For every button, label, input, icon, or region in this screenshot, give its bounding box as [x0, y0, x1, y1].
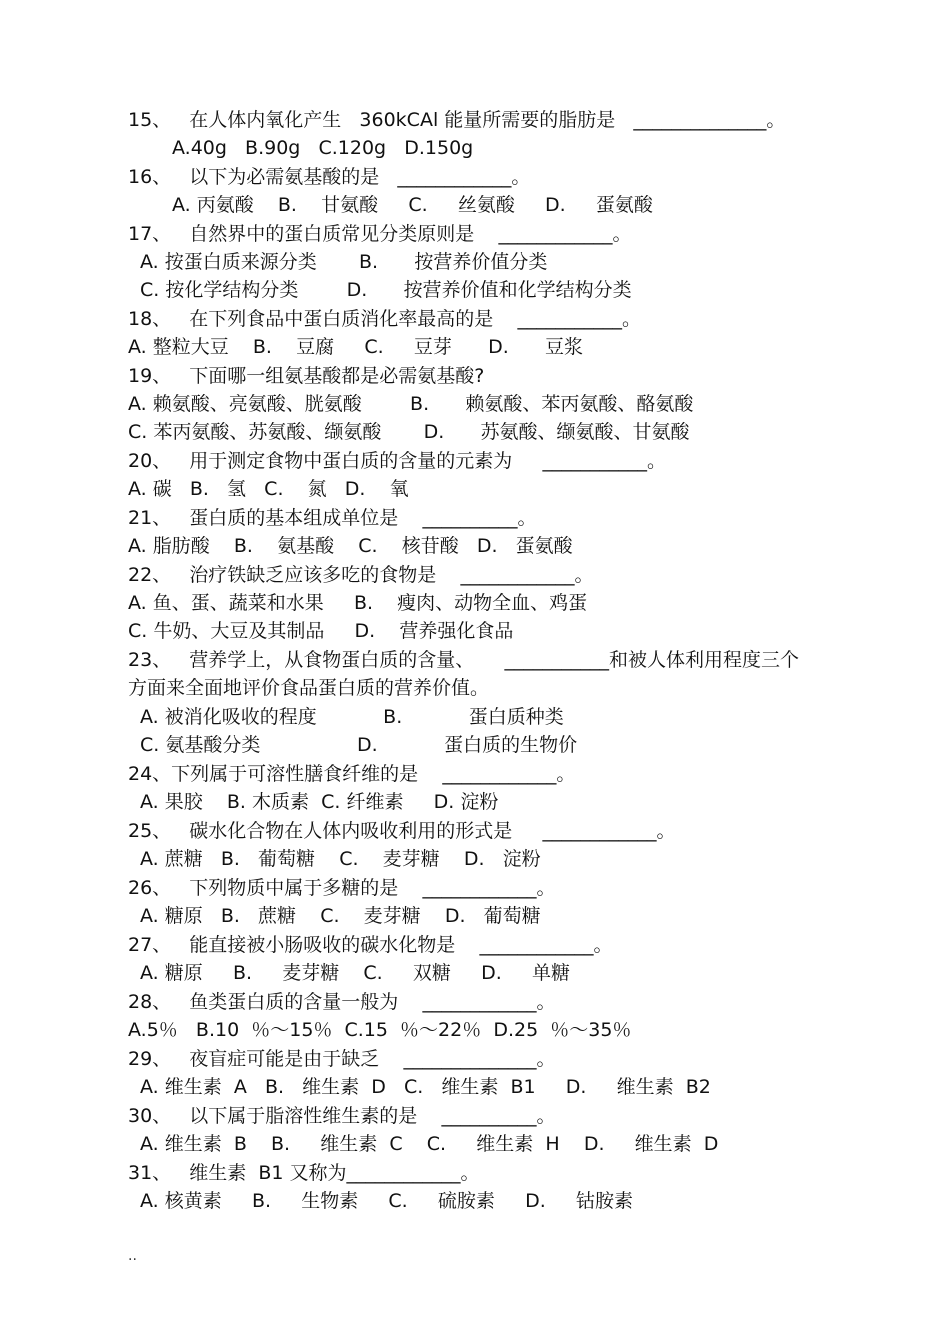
- question-line: A. 核黄素 B. 生物素 C. 硫胺素 D. 钴胺素: [140, 1190, 633, 1212]
- question-line: A. 被消化吸收的程度 B. 蛋白质种类: [140, 706, 564, 728]
- question-line: A. 维生素 A B. 维生素 D C. 维生素 B1 D. 维生素 B2: [140, 1076, 711, 1098]
- question-line: A. 丙氨酸 B. 甘氨酸 C. 丝氨酸 D. 蛋氨酸: [172, 194, 653, 216]
- question-line: 23、 营养学上，从食物蛋白质的含量、 ___________和被人体利用程度三个: [128, 649, 799, 671]
- question-line: A.40g B.90g C.120g D.150g: [172, 137, 474, 159]
- question-line: 16、 以下为必需氨基酸的是 ____________。: [128, 166, 531, 188]
- question-line: 21、 蛋白质的基本组成单位是 __________。: [128, 507, 537, 529]
- question-line: 24、下列属于可溶性膳食纤维的是 ____________。: [128, 763, 576, 785]
- question-line: C. 牛奶、大豆及其制品 D. 营养强化食品: [128, 620, 514, 642]
- question-line: A. 整粒大豆 B. 豆腐 C. 豆芽 D. 豆浆: [128, 336, 583, 358]
- question-line: 26、 下列物质中属于多糖的是 ____________。: [128, 877, 556, 899]
- question-line: A.5％ B.10 ％～15％ C.15 ％～22％ D.25 ％～35％: [128, 1019, 632, 1041]
- question-line: 30、 以下属于脂溶性维生素的是 __________。: [128, 1105, 556, 1127]
- question-line: A. 蔗糖 B. 葡萄糖 C. 麦芽糖 D. 淀粉: [140, 848, 541, 870]
- question-line: A. 果胶 B. 木质素 C. 纤维素 D. 淀粉: [140, 791, 499, 813]
- question-line: 18、 在下列食品中蛋白质消化率最高的是 ___________。: [128, 308, 641, 330]
- question-line: A. 鱼、蛋、蔬菜和水果 B. 瘦肉、动物全血、鸡蛋: [128, 592, 588, 614]
- question-line: A. 糖原 B. 麦芽糖 C. 双糖 D. 单糖: [140, 962, 570, 984]
- question-line: 19、 下面哪一组氨基酸都是必需氨基酸?: [128, 365, 485, 387]
- question-line: 17、 自然界中的蛋白质常见分类原则是 ____________。: [128, 223, 632, 245]
- question-line: A. 碳 B. 氢 C. 氮 D. 氧: [128, 478, 409, 500]
- question-line: 方面来全面地评价食品蛋白质的营养价值。: [128, 677, 490, 699]
- question-line: 31、 维生素 B1 又称为____________。: [128, 1162, 480, 1184]
- question-line: 27、 能直接被小肠吸收的碳水化物是 ____________。: [128, 934, 613, 956]
- question-line: C. 氨基酸分类 D. 蛋白质的生物价: [140, 734, 578, 756]
- question-line: 29、 夜盲症可能是由于缺乏 ______________。: [128, 1048, 556, 1070]
- question-line: 22、 治疗铁缺乏应该多吃的食物是 ____________。: [128, 564, 594, 586]
- question-line: C. 按化学结构分类 D. 按营养价值和化学结构分类: [140, 279, 632, 301]
- question-line: A. 糖原 B. 蔗糖 C. 麦芽糖 D. 葡萄糖: [140, 905, 541, 927]
- question-line: A. 维生素 B B. 维生素 C C. 维生素 H D. 维生素 D: [140, 1133, 719, 1155]
- question-line: 15、 在人体内氧化产生 360kCAl 能量所需要的脂肪是 ______________。: [128, 109, 786, 131]
- question-line: 25、 碳水化合物在人体内吸收利用的形式是 ____________。: [128, 820, 676, 842]
- question-line: A. 按蛋白质来源分类 B. 按营养价值分类: [140, 251, 548, 273]
- question-line: 28、 鱼类蛋白质的含量一般为 ____________。: [128, 991, 556, 1013]
- question-line: A. 脂肪酸 B. 氨基酸 C. 核苷酸 D. 蛋氨酸: [128, 535, 573, 557]
- question-line: 20、 用于测定食物中蛋白质的含量的元素为 ___________。: [128, 450, 666, 472]
- question-line: A. 赖氨酸、亮氨酸、胱氨酸 B. 赖氨酸、苯丙氨酸、酪氨酸: [128, 393, 694, 415]
- question-line: C. 苯丙氨酸、苏氨酸、缬氨酸 D. 苏氨酸、缬氨酸、甘氨酸: [128, 421, 690, 443]
- page-footer-dots: ..: [128, 1248, 137, 1264]
